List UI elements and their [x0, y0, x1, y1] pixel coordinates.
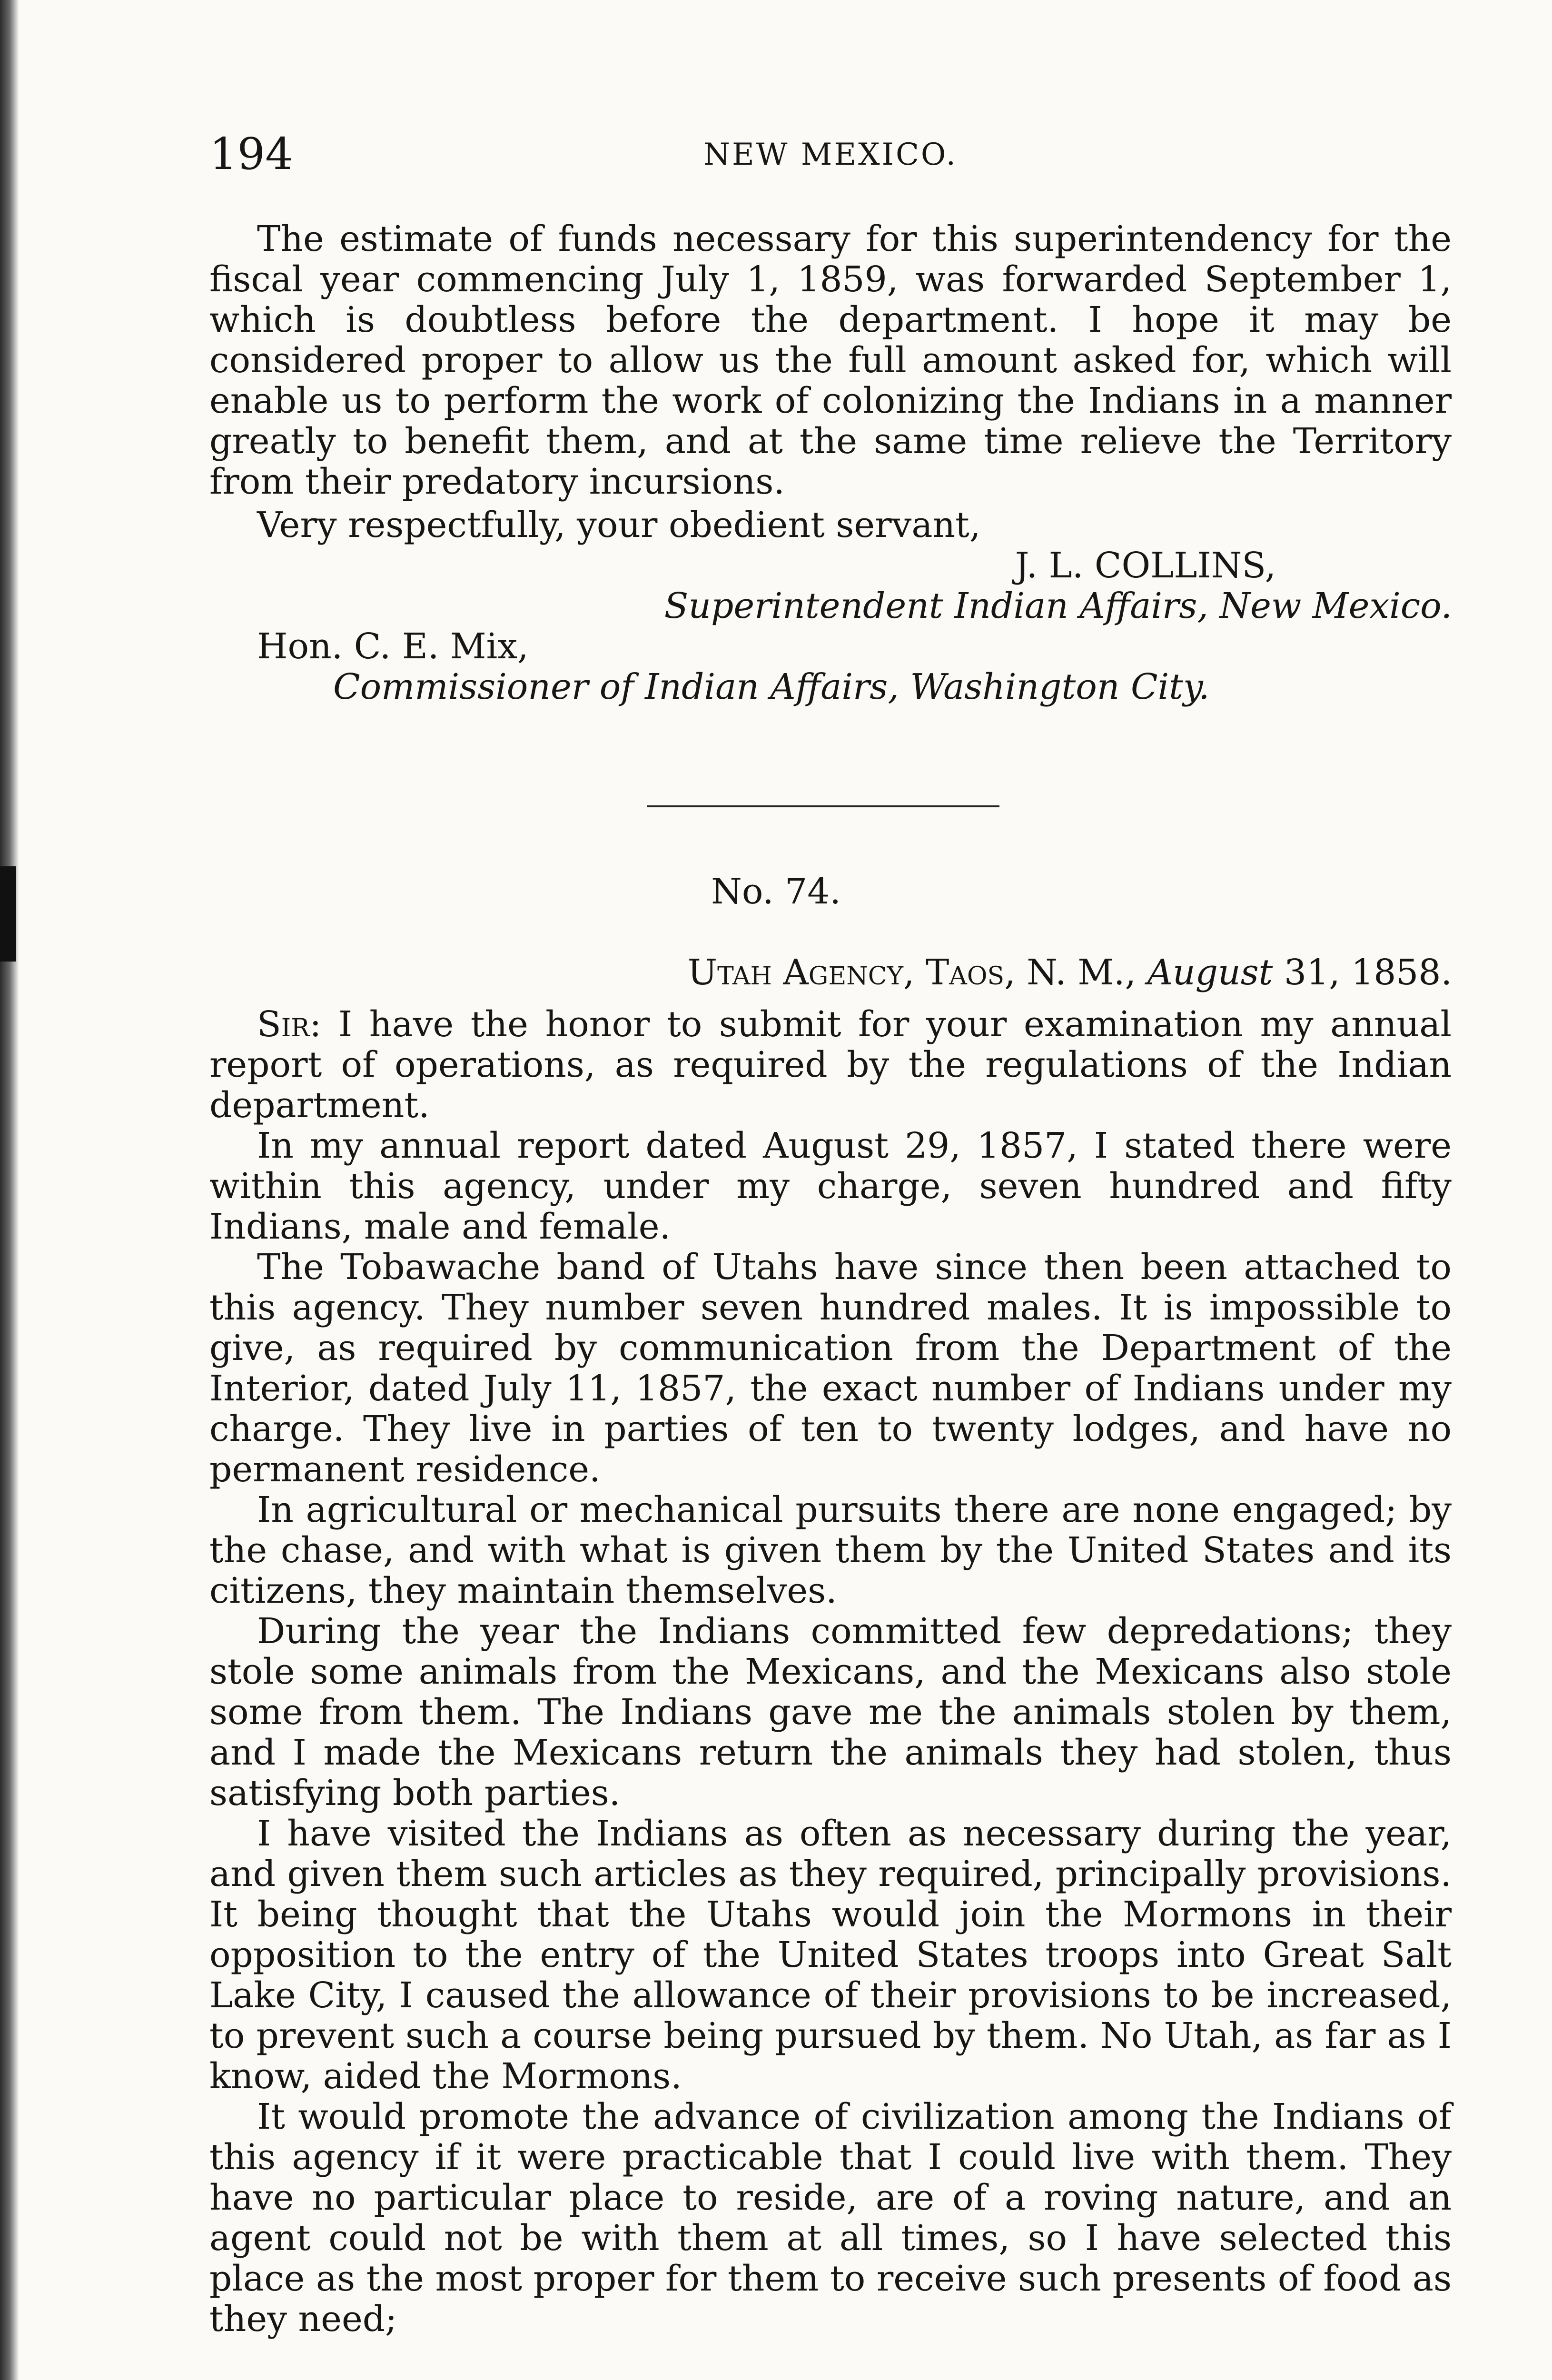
running-head: NEW MEXICO. — [703, 137, 958, 172]
page-header — [209, 129, 1452, 181]
letter-closing: Very respectfully, your obedient servant, — [257, 505, 981, 545]
page-number: 194 — [209, 129, 293, 179]
dateline — [688, 952, 1452, 993]
paragraph: In agricultural or mechanical pursuits there are none engaged; by the chase, and with what is given them by the United States and its citizens, they maintain themselves. — [209, 1489, 1452, 1611]
signer-title: Superintendent Indian Affairs, New Mexico. — [664, 585, 1452, 626]
paragraph: It would promote the advance of civilization among the Indians of this agency if it were practicable that I could live with them. They have no particular place to reside, are of a roving nature, and an agent could not be with them at all times, so I have selected this place as the most proper for them to receive such presents of food as they need; — [209, 2096, 1452, 2340]
paragraph: The estimate of funds necessary for this superintendency for the fiscal year commencing July 1, 1859, was forwarded September 1, which is doubtless before the department. I hope it may be considered proper to allow us the full amount asked for, which will enable us to perform the work of colonizing the Indians in a manner greatly to benefit them, and at the same time relieve the Territory from their predatory incursions. — [209, 218, 1452, 502]
salutation: Sir: — [257, 1004, 322, 1045]
paragraph-text: I have the honor to submit for your examination my annual report of operations, as required by the regulations of the Indian department. — [209, 1004, 1452, 1126]
letter-2-body — [209, 1004, 1452, 2340]
paragraph: During the year the Indians committed few depredations; they stole some animals from the Mexicans, and the Mexicans also stole some from them. The Indians gave me the animals stolen by them, and I made the Mexicans return the animals they had stolen, thus satisfying both parties. — [209, 1611, 1452, 1814]
dateline-place: Utah Agency, Taos, N. M., — [687, 952, 1137, 993]
document-number: No. 74. — [711, 871, 841, 912]
section-divider — [647, 805, 999, 807]
addressee-name: Hon. C. E. Mix, — [257, 626, 529, 667]
addressee-title: Commissioner of Indian Affairs, Washington City. — [333, 666, 1210, 707]
paragraph: In my annual report dated August 29, 1857, I stated there were within this agency, under my charge, seven hundred and fifty Indians, male and female. — [209, 1125, 1452, 1247]
signer-name: J. L. COLLINS, — [1015, 545, 1276, 586]
page-edge-shadow — [0, 0, 19, 2380]
dateline-month: August — [1147, 952, 1273, 993]
paragraph: I have visited the Indians as often as necessary during the year, and given them such articles as they required, principally provisions. It being thought that the Utahs would join the Mormons in their opposition to the entry of the United States troops into Great Salt Lake City, I caused the allowance of their provisions to be increased, to prevent such a course being pursued by them. No Utah, as far as I know, aided the Mormons. — [209, 1813, 1452, 2097]
dateline-day-year: 31, 1858. — [1284, 952, 1452, 993]
paragraph — [209, 1004, 1452, 1126]
letter-1-paragraph — [209, 219, 1452, 502]
paragraph: The Tobawache band of Utahs have since then been attached to this agency. They number seven hundred males. It is impossible to give, as required by communication from the Department of the Interior, dated July 11, 1857, the exact number of Indians under my charge. They live in parties of ten to twenty lodges, and have no permanent residence. — [209, 1247, 1452, 1490]
